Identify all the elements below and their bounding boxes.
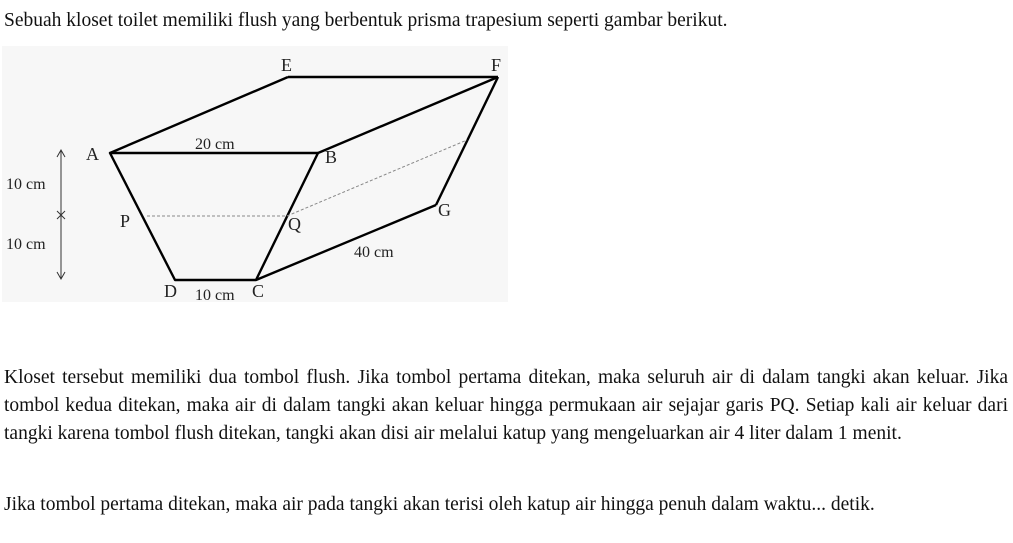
dimension-label-dc: 10 cm <box>195 287 235 302</box>
problem-intro: Sebuah kloset toilet memiliki flush yang berbentuk prisma trapesium seperti gambar berikut. <box>4 10 728 31</box>
vertex-label-p: P <box>120 211 131 231</box>
vertex-label-q: Q <box>288 214 301 234</box>
problem-question: Jika tombol pertama ditekan, maka air pada tangki akan terisi oleh katup air hingga penuh dalam waktu... detik. <box>4 494 875 515</box>
dimension-label-cg: 40 cm <box>354 244 394 261</box>
vertex-label-e: E <box>281 55 292 75</box>
vertex-label-f: F <box>491 55 502 75</box>
vertex-label-a: A <box>86 144 99 164</box>
dimension-label-lower-height: 10 cm <box>6 236 46 253</box>
prism-diagram <box>2 46 508 302</box>
trapezoid-prism-figure <box>2 46 508 302</box>
problem-paragraph-context: Kloset tersebut memiliki dua tombol flush. Jika tombol pertama ditekan, maka seluruh air di dalam tangki akan keluar. Jika tombol kedua ditekan, maka air di dalam tangki akan keluar hingga permukaan air sejajar garis PQ. Setiap kali air keluar dari tangki karena tombol flush ditekan, tangki akan disi air melalui katup yang mengeluarkan air 4 liter dalam 1 menit. <box>4 367 1008 444</box>
vertex-label-c: C <box>252 281 265 301</box>
vertex-label-b: B <box>325 147 338 167</box>
vertex-label-d: D <box>164 281 177 301</box>
dimension-label-ab: 20 cm <box>195 136 235 153</box>
vertex-label-g: G <box>438 200 451 220</box>
dimension-label-upper-height: 10 cm <box>6 176 46 193</box>
figure-background <box>2 46 508 302</box>
